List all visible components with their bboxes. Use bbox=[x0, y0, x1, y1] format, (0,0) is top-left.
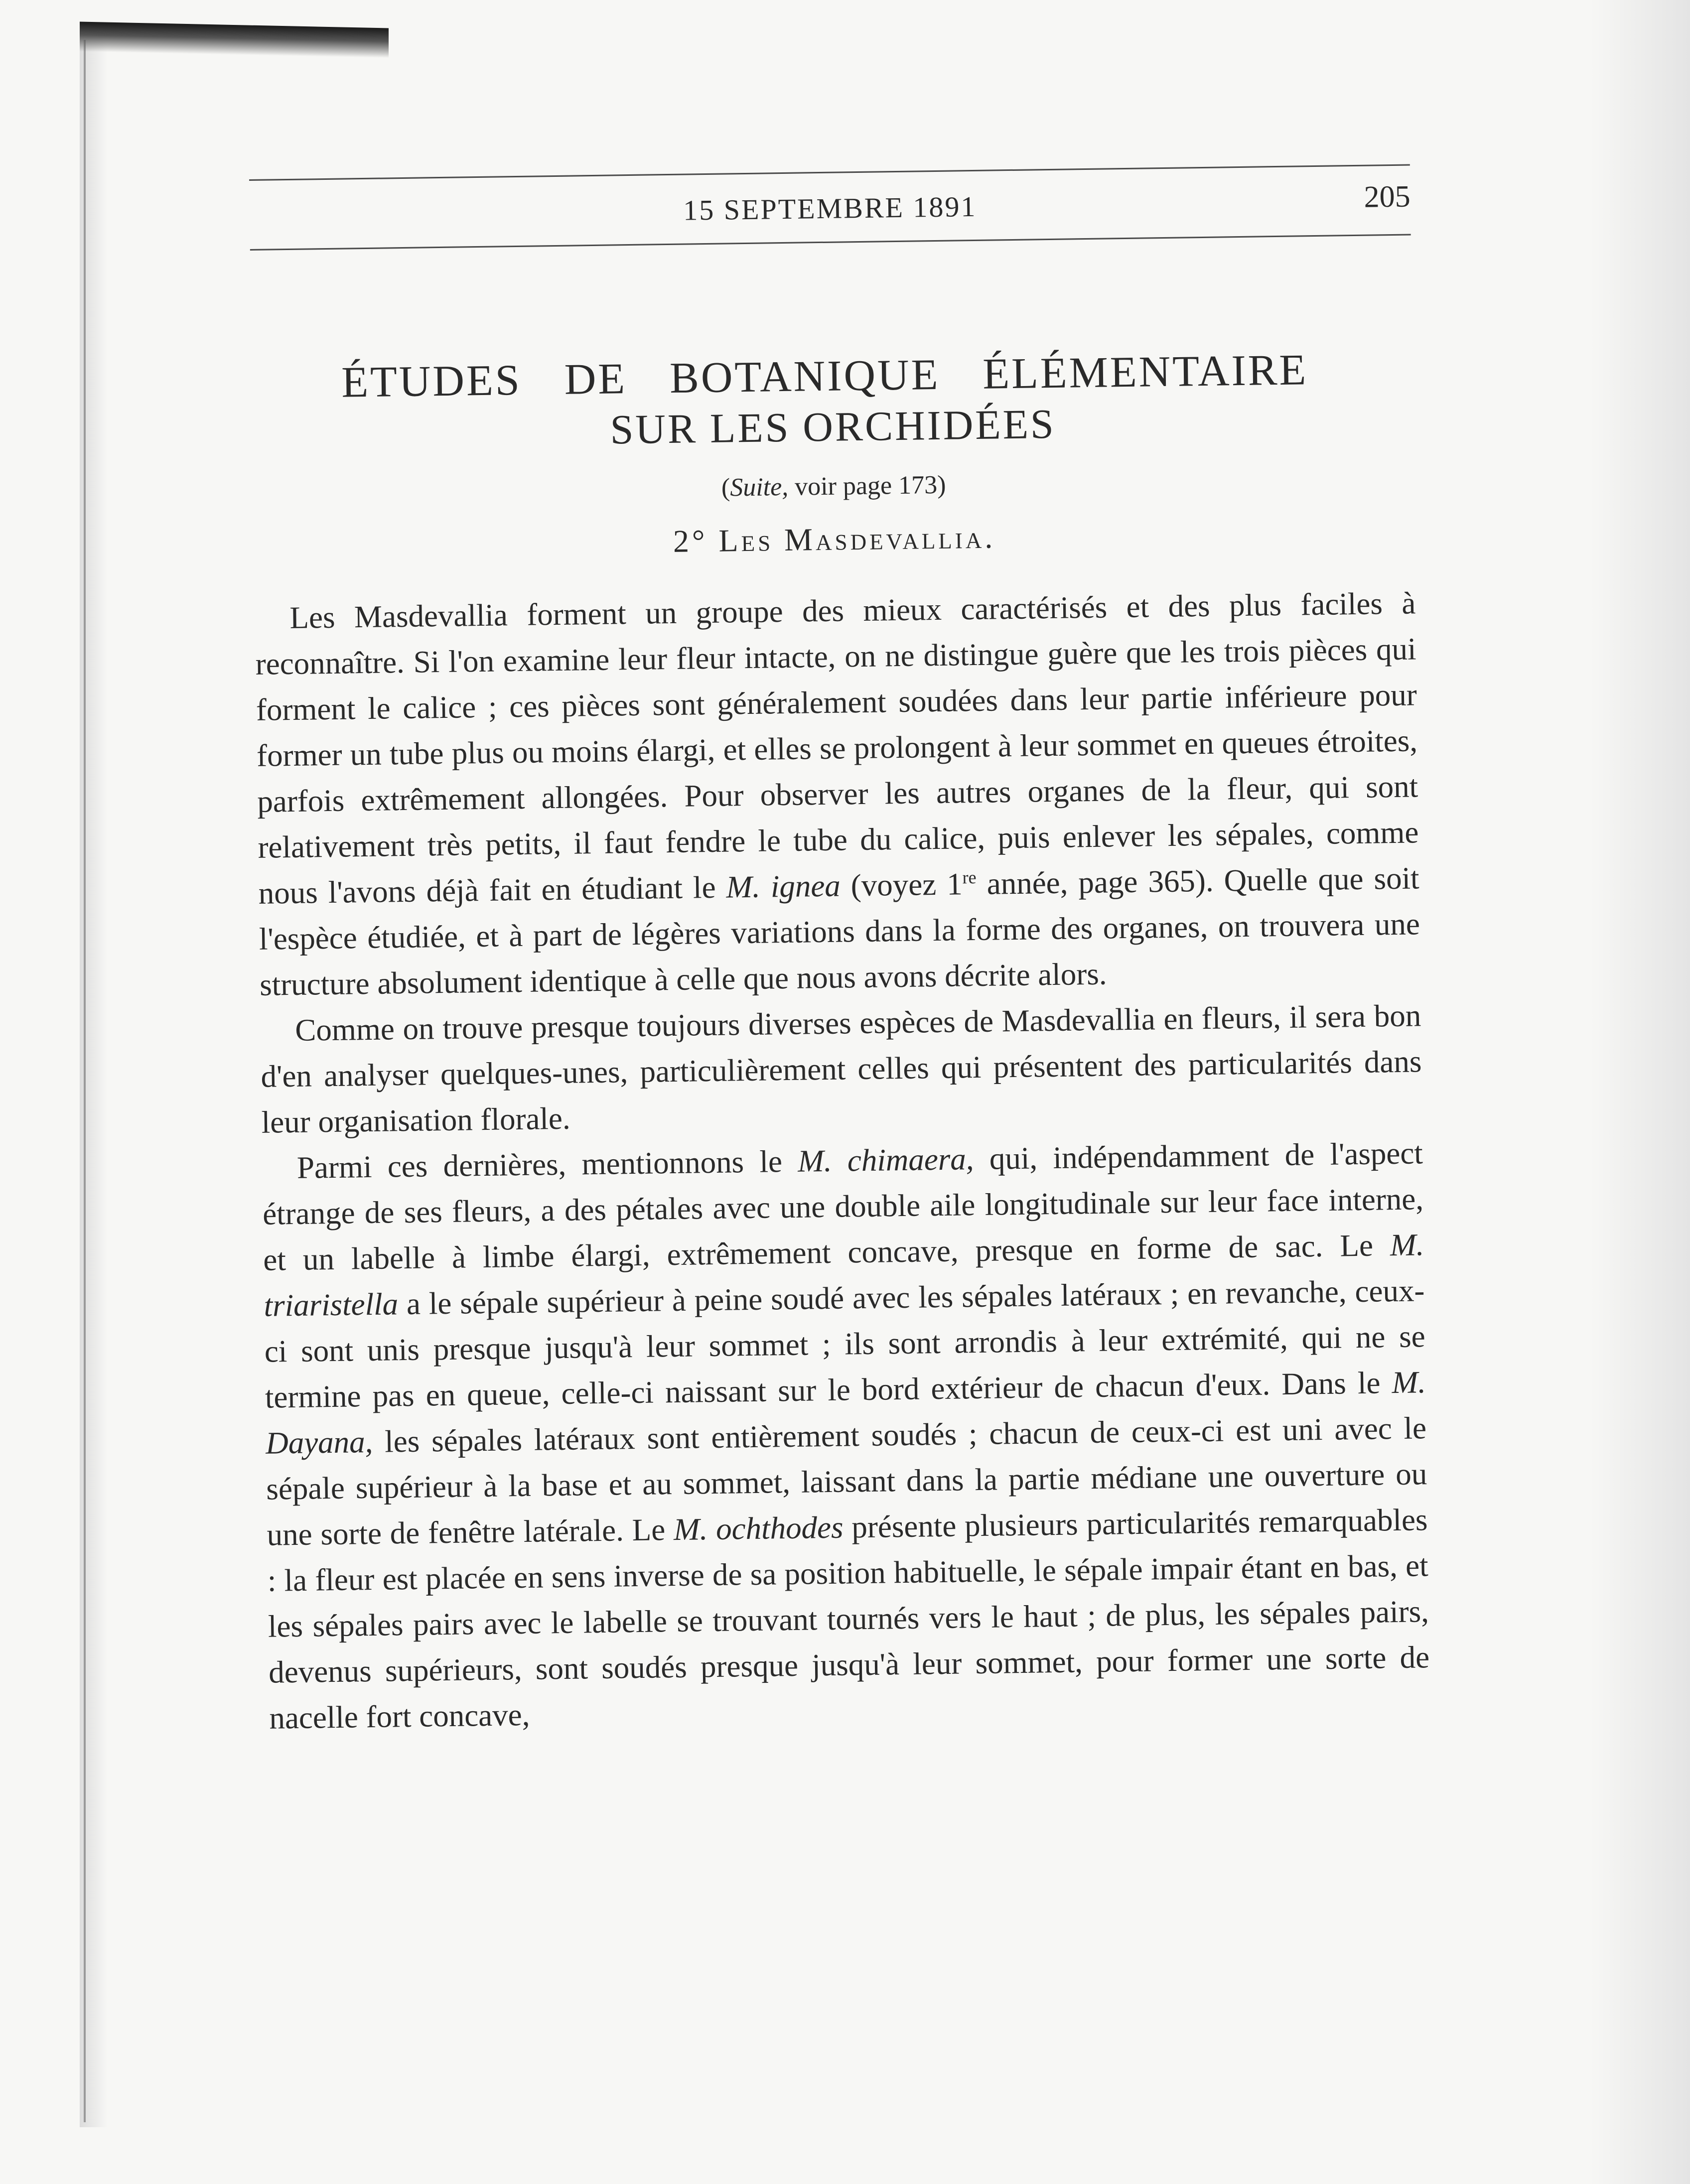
paragraph-text: qui, indépendamment de l'aspect étrange de ses fleurs, a des pétales avec une double aile longitudinale sur leur face interne, et un labelle à limbe élargi, extrêmement concave, presque en forme de sac. Le bbox=[262, 1135, 1424, 1277]
paragraph-text: année, page 365). Quelle que soit l'espèce étudiée, et à part de légères variations dans la forme des organes, on trouvera une structure absolument identique à celle que nous avons décrite alors. bbox=[259, 860, 1420, 1002]
subtitle-continuation bbox=[253, 464, 1414, 508]
species-name: M. ochthodes bbox=[673, 1509, 844, 1547]
title-word: ÉTUDES bbox=[341, 356, 522, 407]
paragraph-3 bbox=[262, 1130, 1430, 1741]
paragraph-text: les sépales latéraux sont entièrement soudés ; chacun de ceux-ci est uni avec le sépale supérieur à la base et au sommet, laissant dans la partie médiane une ouverture ou une sorte de fenêtre latérale. Le bbox=[266, 1410, 1427, 1552]
running-head bbox=[249, 164, 1411, 254]
document-page bbox=[249, 164, 1430, 1741]
species-name: M. triaristella bbox=[264, 1227, 1424, 1323]
superscript: re bbox=[962, 867, 977, 888]
title-word: DE bbox=[564, 355, 627, 404]
header-date: 15 SEPTEMBRE 1891 bbox=[683, 190, 977, 227]
article-title bbox=[252, 343, 1413, 459]
scan-right-shadow bbox=[1590, 0, 1690, 2184]
header-rule-top bbox=[249, 164, 1410, 181]
title-word: ÉLÉMENTAIRE bbox=[982, 346, 1308, 399]
paragraph-text: Parmi ces dernières, mentionnons le bbox=[296, 1143, 798, 1185]
subtitle-open: ( bbox=[721, 473, 730, 502]
subtitle-rest: voir page 173) bbox=[788, 470, 946, 501]
subtitle-suite: Suite, bbox=[729, 472, 789, 502]
species-name: M. Dayana, bbox=[265, 1365, 1426, 1461]
title-word: BOTANIQUE bbox=[669, 350, 940, 403]
header-rule-bottom bbox=[250, 234, 1411, 250]
paragraph-text: a le sépale supérieur à peine soudé avec les sépales latéraux ; en revanche, ceux-ci sont unis presque jusqu'à leur sommet ; ils sont arrondis à leur extrémité, qui ne se termine pas en queue, celle-ci naissant sur le bord extérieur de chacun d'eux. Dans le bbox=[264, 1273, 1426, 1415]
paragraph-text: présente plusieurs particularités remarquables : la fleur est placée en sens inverse de sa position habituelle, le sépale impair étant en bas, et les sépales pairs avec le labelle se trouvant tournés vers le haut ; de plus, les sépales pairs, devenus supérieurs, sont soudés presque jusqu'à leur sommet, pour former une sorte de nacelle fort concave, bbox=[267, 1502, 1430, 1736]
scan-left-edge bbox=[84, 40, 86, 2122]
scan-top-edge bbox=[80, 22, 389, 58]
species-name: M. ignea bbox=[726, 868, 841, 905]
paragraph-text: Les Masdevallia forment un groupe des mieux caractérisés et des plus faciles à reconnaître. Si l'on examine leur fleur intacte, on ne distingue guère que les trois pièces qui forment le calice ; ces pièces sont généralement soudées dans leur partie inférieure pour former un tube plus ou moins élargi, et elles se prolongent à leur sommet en queues étroites, parfois extrêmement allongées. Pour observer les autres organes de la fleur, qui sont relativement très petits, il faut fendre le tube du calice, puis enlever les sépales, comme nous l'avons déjà fait en étudiant le bbox=[255, 585, 1419, 911]
species-name: M. chimaera, bbox=[797, 1141, 974, 1179]
article-body bbox=[255, 580, 1430, 1741]
page-number: 205 bbox=[1364, 179, 1411, 214]
paragraph-2: Comme on trouve presque toujours diverses espèces de Masdevallia en fleurs, il sera bon d'en analyser quelques-unes, particulièrement celles qui présentent des particularités dans leur organisation florale. bbox=[261, 998, 1422, 1140]
paragraph-1 bbox=[255, 580, 1421, 1007]
title-line-2: SUR LES ORCHIDÉES bbox=[609, 401, 1056, 453]
paragraph-text: (voyez 1 bbox=[840, 866, 963, 903]
section-heading: 2° Les Masdevallia. bbox=[673, 519, 996, 559]
